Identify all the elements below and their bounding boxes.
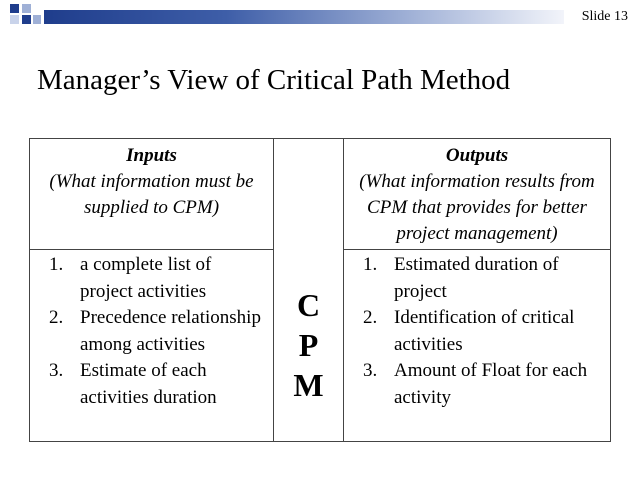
outputs-heading: Outputs bbox=[445, 145, 509, 166]
list-item: 1. Estimated duration of project bbox=[382, 252, 604, 305]
cpm-letter: M bbox=[293, 367, 324, 403]
decor-square-light bbox=[33, 15, 41, 24]
cpm-letter: P bbox=[298, 327, 319, 363]
slide-title: Manager’s View of Critical Path Method bbox=[37, 64, 511, 96]
list-item: 2. Precedence relationship among activities bbox=[68, 305, 267, 358]
list-item: 1. a complete list of project activities bbox=[68, 252, 267, 305]
inputs-list bbox=[30, 250, 273, 411]
slide-header-decoration bbox=[0, 0, 638, 32]
list-item: 3. Estimate of each activities duration bbox=[68, 358, 267, 411]
decor-gradient-bar bbox=[44, 10, 564, 24]
decor-square-dark bbox=[22, 15, 31, 24]
cpm-letter: C bbox=[296, 287, 321, 323]
list-item: 2. Identification of critical activities bbox=[382, 305, 604, 358]
cpm-center-cell bbox=[273, 138, 344, 442]
inputs-heading: Inputs bbox=[126, 145, 177, 166]
decor-square-light bbox=[22, 4, 31, 13]
outputs-list bbox=[344, 250, 610, 411]
inputs-header-cell bbox=[29, 138, 274, 250]
outputs-header-cell bbox=[343, 138, 611, 250]
inputs-list-cell bbox=[29, 249, 274, 442]
inputs-description: (What information must be supplied to CPM) bbox=[49, 171, 254, 218]
slide-number: Slide 13 bbox=[581, 9, 628, 24]
outputs-description: (What information results from CPM that provides for better project management) bbox=[359, 171, 595, 244]
decor-square-light bbox=[10, 15, 19, 24]
list-item: 3. Amount of Float for each activity bbox=[382, 358, 604, 411]
cpm-table bbox=[29, 138, 611, 442]
outputs-list-cell bbox=[343, 249, 611, 442]
decor-square-dark bbox=[10, 4, 19, 13]
